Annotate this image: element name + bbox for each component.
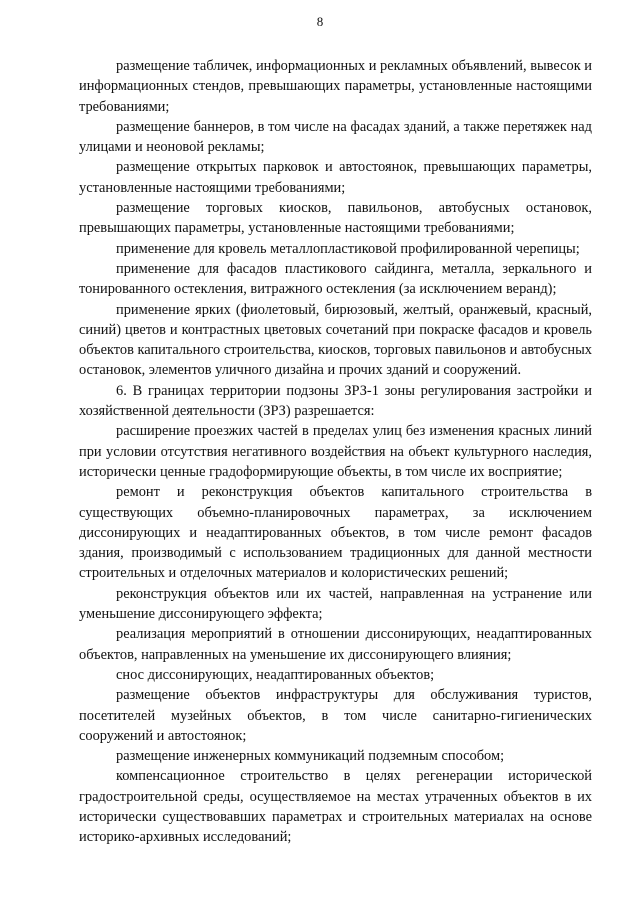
paragraph-dissonance-reduction: реконструкция объектов или их частей, направленная на устранение или уменьшение диссонирующего эффекта; <box>79 585 592 623</box>
paragraph-parking: размещение открытых парковок и автостоянок, превышающих параметры, установленные настоящими требованиями; <box>79 159 592 196</box>
paragraph-compensatory-construction: компенсационное строительство в целях регенерации исторической градостроительной среды, осуществляемое на местах утраченных объектов в их исторически существовавших параметрах и строительных материалах на основе историко-архивных исследований; <box>79 768 592 846</box>
paragraph-signs-and-ads: размещение табличек, информационных и рекламных объявлений, вывесок и информационных стендов, превышающих параметры, установленные настоящими требованиями; <box>79 58 592 115</box>
document-body <box>79 56 592 848</box>
paragraph-underground-utilities: размещение инженерных коммуникаций подземным способом; <box>116 748 505 765</box>
paragraph-facade-materials: применение для фасадов пластикового сайдинга, металла, зеркального и тонированного остекления, витражного остекления (за исключением веранд); <box>79 260 592 298</box>
paragraph-banners: размещение баннеров, в том числе на фасадах зданий, а также перетяжек над улицами и неоновой рекламы; <box>79 118 592 156</box>
paragraph-section-6-heading: 6. В границах территории подзоны ЗРЗ-1 зоны регулирования застройки и хозяйственной деятельности (ЗРЗ) разрешается: <box>79 382 592 420</box>
page-number: 8 <box>316 14 324 29</box>
paragraph-demolition: снос диссонирующих, неадаптированных объектов; <box>116 666 435 683</box>
paragraph-kiosks: размещение торговых киосков, павильонов, автобусных остановок, превышающих параметры, установленные настоящими требованиями; <box>79 200 592 237</box>
paragraph-tourist-infrastructure: размещение объектов инфраструктуры для обслуживания туристов, посетителей музейных объектов, в том числе санитарно-гигиенических сооружений и автостоянок; <box>79 687 592 744</box>
paragraph-dissonant-measures: реализация мероприятий в отношении диссонирующих, неадаптированных объектов, направленных на уменьшение их диссонирующего влияния; <box>79 626 592 663</box>
paragraph-bright-colors: применение ярких (фиолетовый, бирюзовый, желтый, оранжевый, красный, синий) цветов и контрастных цветовых сочетаний при покраске фасадов и кровель объектов капитального строительства, киосков, торговых павильонов и автобусных остановок, элементов уличного дизайна и прочих зданий и сооружений. <box>79 301 592 379</box>
paragraph-road-widening: расширение проезжих частей в пределах улиц без изменения красных линий при условии отсутствия негативного воздействия на объект культурного наследия, исторически ценные градоформирующие объекты, в том числе их восприятие; <box>79 423 592 480</box>
paragraph-repair-reconstruction: ремонт и реконструкция объектов капитального строительства в существующих объемно-планировочных параметрах, за исключением диссонирующих и неадаптированных объектов, в том числе ремонт фасадов здания, производимый с использованием традиционных для данной местности строительных и отделочных материалов и колористических решений; <box>79 484 592 582</box>
paragraph-roof-tiles: применение для кровель металлопластиковой профилированной черепицы; <box>116 240 580 257</box>
